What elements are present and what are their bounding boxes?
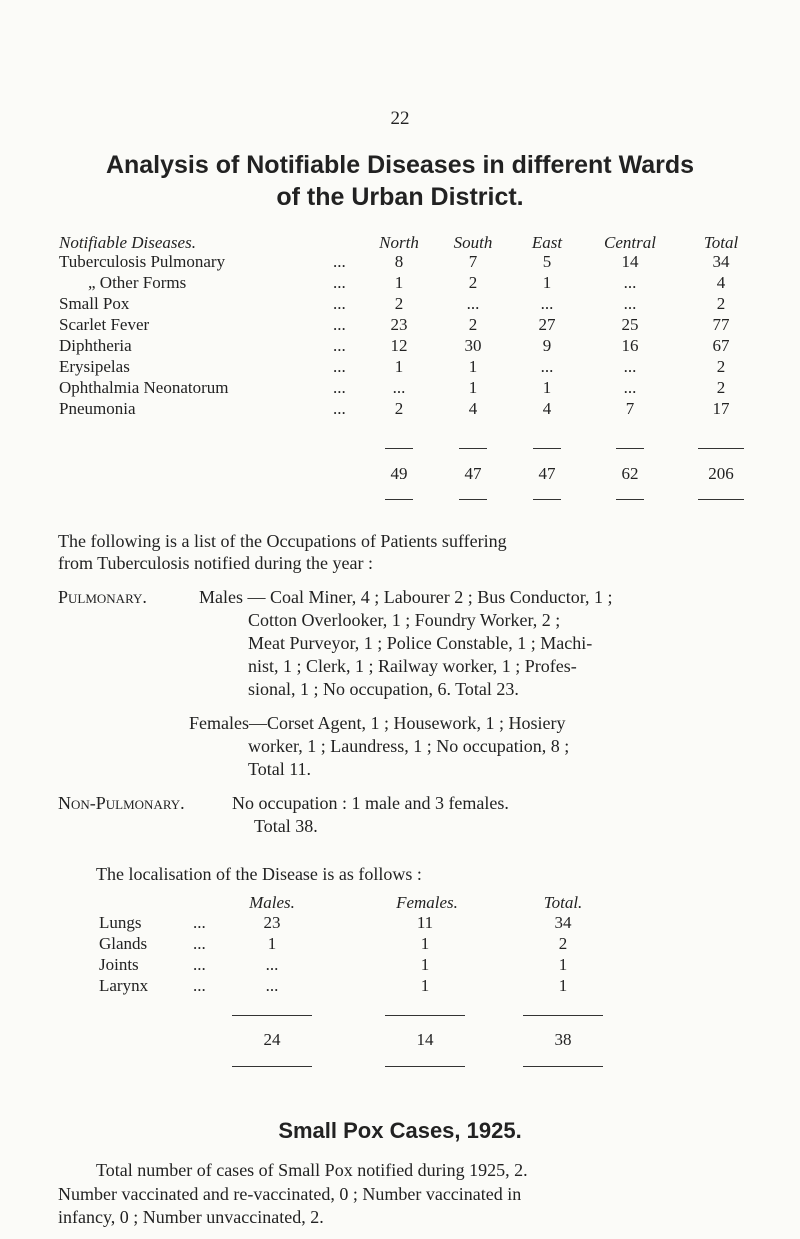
disease-name: „ Other Forms — [88, 273, 187, 292]
ward-cell-south: 30 — [464, 336, 482, 355]
ward-cell-east: 1 — [542, 378, 552, 397]
ward-cell-total: 2 — [716, 357, 726, 376]
ward-cell-north: 1 — [394, 273, 404, 292]
localisation-total-males: 24 — [263, 1030, 281, 1049]
localisation-cell-total: 1 — [558, 955, 568, 974]
ward-cell-north: 23 — [390, 315, 408, 334]
pulmonary-males-line: Meat Purveyor, 1 ; Police Constable, 1 ; Machi- — [248, 633, 593, 653]
ward-cell-south: 4 — [468, 399, 478, 418]
rule — [459, 448, 487, 449]
ward-cell-south: 1 — [468, 378, 478, 397]
rule — [385, 499, 413, 500]
ward-cell-east: 4 — [542, 399, 552, 418]
ward-cell-south: 1 — [468, 357, 478, 376]
ward-cell-central: 16 — [621, 336, 639, 355]
rule — [459, 499, 487, 500]
wards-header-total: Total — [703, 233, 739, 252]
page-title-line-2: of the Urban District. — [276, 183, 524, 211]
leader-dots: ... — [333, 336, 346, 355]
localisation-cell-males: ... — [265, 955, 279, 974]
rule — [533, 499, 561, 500]
ward-cell-north: 2 — [394, 399, 404, 418]
localisation-cell-males: 1 — [267, 934, 277, 953]
ward-cell-east: 9 — [542, 336, 552, 355]
rule — [698, 448, 744, 449]
occupations-intro-line-2: from Tuberculosis notified during the year : — [58, 553, 373, 573]
rule — [385, 1015, 465, 1016]
pulmonary-females-line: Females—Corset Agent, 1 ; Housework, 1 ; Hosiery — [189, 713, 566, 733]
ward-cell-south: 7 — [468, 252, 478, 271]
rule — [698, 499, 744, 500]
localisation-cell-females: 11 — [416, 913, 434, 932]
wards-total-east: 47 — [538, 464, 556, 483]
non-pulmonary-line-1: No occupation : 1 male and 3 females. — [232, 793, 509, 813]
leader-dots: ... — [193, 934, 206, 953]
rule — [616, 499, 644, 500]
disease-name: Ophthalmia Neonatorum — [59, 378, 229, 397]
localisation-cell-total: 34 — [554, 913, 572, 932]
leader-dots: ... — [333, 315, 346, 334]
smallpox-heading: Small Pox Cases, 1925. — [278, 1118, 522, 1143]
localisation-cell-total: 1 — [558, 976, 568, 995]
leader-dots: ... — [333, 378, 346, 397]
localisation-cell-females: 1 — [420, 955, 430, 974]
occupations-intro-line-1: The following is a list of the Occupations of Patients suffering — [58, 531, 507, 551]
ward-cell-central: 7 — [625, 399, 635, 418]
ward-cell-east: 27 — [538, 315, 556, 334]
localisation-intro: The localisation of the Disease is as follows : — [96, 864, 422, 884]
ward-cell-total: 34 — [712, 252, 730, 271]
wards-total-south: 47 — [464, 464, 482, 483]
localisation-site: Joints — [99, 955, 139, 974]
disease-name: Erysipelas — [59, 357, 130, 376]
disease-name: Small Pox — [59, 294, 130, 313]
rule — [523, 1066, 603, 1067]
localisation-header-females: Females. — [396, 893, 458, 912]
rule — [232, 1015, 312, 1016]
localisation-cell-females: 1 — [420, 976, 430, 995]
ward-cell-total: 17 — [712, 399, 730, 418]
ward-cell-total: 4 — [716, 273, 726, 292]
ward-cell-south: ... — [466, 294, 480, 313]
leader-dots: ... — [193, 913, 206, 932]
ward-cell-east: 5 — [542, 252, 552, 271]
ward-cell-north: ... — [392, 378, 406, 397]
ward-cell-north: 1 — [394, 357, 404, 376]
non-pulmonary-line-2: Total 38. — [254, 816, 318, 836]
rule — [385, 448, 413, 449]
page-title-line-1: Analysis of Notifiable Diseases in different Wards — [105, 151, 695, 179]
pulmonary-females-line: Total 11. — [248, 759, 312, 779]
disease-name: Scarlet Fever — [59, 315, 150, 334]
ward-cell-total: 77 — [712, 315, 730, 334]
pulmonary-label: Pulmonary. — [58, 587, 147, 607]
ward-cell-central: ... — [623, 294, 637, 313]
ward-cell-east: ... — [540, 294, 554, 313]
localisation-cell-males: 23 — [263, 913, 281, 932]
localisation-header-males: Males. — [249, 893, 295, 912]
page-number: 22 — [390, 108, 410, 129]
pulmonary-females-line: worker, 1 ; Laundress, 1 ; No occupation, 8 ; — [248, 736, 570, 756]
rule — [232, 1066, 312, 1067]
ward-cell-east: 1 — [542, 273, 552, 292]
localisation-total-females: 14 — [416, 1030, 434, 1049]
ward-cell-central: ... — [623, 357, 637, 376]
ward-cell-central: 14 — [621, 252, 639, 271]
wards-header-disease: Notifiable Diseases. — [59, 233, 196, 252]
smallpox-line-1: Total number of cases of Small Pox notified during 1925, 2. — [96, 1160, 528, 1180]
leader-dots: ... — [193, 976, 206, 995]
ward-cell-north: 12 — [390, 336, 408, 355]
wards-header-east: East — [531, 233, 563, 252]
leader-dots: ... — [333, 399, 346, 418]
rule — [523, 1015, 603, 1016]
pulmonary-males-line: Males — Coal Miner, 4 ; Labourer 2 ; Bus Conductor, 1 ; — [199, 587, 613, 607]
ward-cell-north: 2 — [394, 294, 404, 313]
wards-total-north: 49 — [390, 464, 408, 483]
leader-dots: ... — [333, 357, 346, 376]
smallpox-line-3: infancy, 0 ; Number unvaccinated, 2. — [58, 1207, 324, 1227]
wards-header-north: North — [379, 233, 419, 252]
ward-cell-south: 2 — [468, 315, 478, 334]
leader-dots: ... — [333, 252, 346, 271]
wards-header-south: South — [453, 233, 493, 252]
wards-total-central: 62 — [621, 464, 639, 483]
rule — [616, 448, 644, 449]
localisation-cell-females: 1 — [420, 934, 430, 953]
pulmonary-males-line: sional, 1 ; No occupation, 6. Total 23. — [248, 679, 519, 699]
ward-cell-total: 67 — [712, 336, 730, 355]
leader-dots: ... — [333, 294, 346, 313]
ward-cell-central: ... — [623, 378, 637, 397]
disease-name: Diphtheria — [59, 336, 132, 355]
disease-name: Tuberculosis Pulmonary — [59, 252, 226, 271]
non-pulmonary-label: Non-Pulmonary. — [58, 793, 185, 813]
ward-cell-total: 2 — [716, 294, 726, 313]
smallpox-line-2: Number vaccinated and re-vaccinated, 0 ; Number vaccinated in — [58, 1184, 522, 1204]
ward-cell-central: 25 — [621, 315, 639, 334]
localisation-site: Larynx — [99, 976, 149, 995]
localisation-header-total: Total. — [543, 893, 583, 912]
ward-cell-total: 2 — [716, 378, 726, 397]
leader-dots: ... — [193, 955, 206, 974]
ward-cell-north: 8 — [394, 252, 404, 271]
rule — [533, 448, 561, 449]
pulmonary-males-line: nist, 1 ; Clerk, 1 ; Railway worker, 1 ; Profes- — [248, 656, 577, 676]
localisation-cell-males: ... — [265, 976, 279, 995]
rule — [385, 1066, 465, 1067]
ward-cell-central: ... — [623, 273, 637, 292]
leader-dots: ... — [333, 273, 346, 292]
localisation-cell-total: 2 — [558, 934, 568, 953]
localisation-site: Lungs — [99, 913, 142, 932]
ward-cell-south: 2 — [468, 273, 478, 292]
ward-cell-east: ... — [540, 357, 554, 376]
localisation-site: Glands — [99, 934, 148, 953]
wards-header-central: Central — [604, 233, 656, 252]
pulmonary-males-line: Cotton Overlooker, 1 ; Foundry Worker, 2 ; — [248, 610, 561, 630]
disease-name: Pneumonia — [59, 399, 136, 418]
wards-total-total: 206 — [708, 464, 734, 483]
localisation-total-total: 38 — [554, 1030, 572, 1049]
